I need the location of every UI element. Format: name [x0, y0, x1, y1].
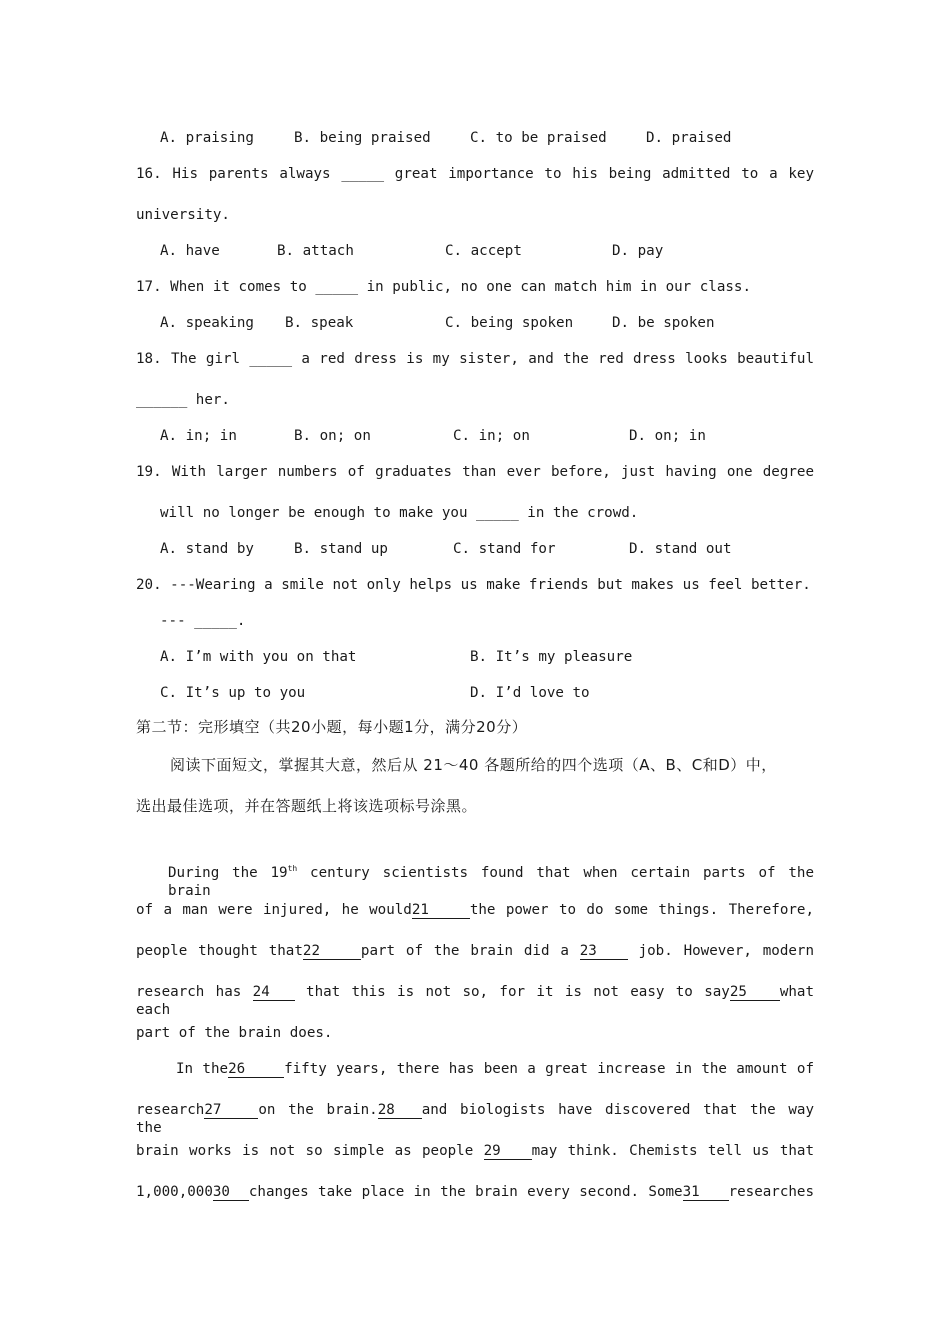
q20-option-b: B. It’s my pleasure	[470, 649, 633, 665]
passage-line	[176, 1060, 814, 1078]
blank-28: 28	[378, 1103, 422, 1119]
blank-30: 30	[213, 1185, 249, 1201]
q15-option-d: D. praised	[646, 130, 732, 146]
q16-option-b: B. attach	[277, 243, 354, 259]
passage-text: fifty years, there has been a great increase in the amount of	[284, 1061, 814, 1077]
blank-27: 27	[204, 1103, 258, 1119]
passage-line	[136, 1142, 814, 1160]
q18-option-d: D. on; in	[629, 428, 706, 444]
q15-option-c: C. to be praised	[470, 130, 607, 146]
passage-text: research has	[136, 984, 253, 1000]
passage-text: brain works is not so simple as people	[136, 1143, 484, 1159]
q19-stem: 19. With larger numbers of graduates than ever before, just having one degree	[136, 464, 814, 480]
passage-line	[136, 901, 814, 919]
q17-option-a: A. speaking	[160, 315, 254, 331]
passage-line: part of the brain does.	[136, 1025, 333, 1041]
passage-text: researches	[728, 1184, 814, 1200]
q16-option-c: C. accept	[445, 243, 522, 259]
section2-heading: 第二节：完形填空（共20小题，每小题1分，满分20分）	[136, 718, 528, 736]
q20-stem-cont: --- _____.	[160, 613, 246, 629]
q20-option-a: A. I’m with you on that	[160, 649, 357, 665]
q19-option-d: D. stand out	[629, 541, 732, 557]
passage-text: the power to do some things. Therefore,	[469, 902, 815, 918]
section2-instructions: 阅读下面短文，掌握其大意，然后从 21～40 各题所给的四个选项（A、B、C和D）中，	[170, 756, 777, 774]
q15-option-a: A. praising	[160, 130, 254, 146]
q17-option-b: B. speak	[285, 315, 354, 331]
passage-text: may think. Chemists tell us that	[531, 1143, 814, 1159]
blank-21: 21	[412, 903, 470, 919]
passage-text: During the 19	[168, 865, 288, 881]
q18-option-b: B. on; on	[294, 428, 371, 444]
blank-24: 24	[253, 985, 295, 1001]
passage-line	[136, 1101, 814, 1137]
q18-stem-cont: ______ her.	[136, 392, 230, 408]
q16-option-a: A. have	[160, 243, 220, 259]
q16-option-d: D. pay	[612, 243, 664, 259]
blank-23: 23	[580, 944, 628, 960]
q20-stem: 20. ---Wearing a smile not only helps us make friends but makes us feel better.	[136, 577, 811, 593]
passage-text: job. However, modern	[627, 943, 815, 959]
passage-text: In the	[176, 1061, 229, 1077]
passage-text: that this is not so, for it is not easy to say	[294, 984, 730, 1000]
passage-text: of a man were injured, he would	[136, 902, 412, 918]
blank-22: 22	[303, 944, 361, 960]
passage-text: changes take place in the brain every second. Some	[248, 1184, 683, 1200]
q19-option-c: C. stand for	[453, 541, 556, 557]
q17-stem: 17. When it comes to _____ in public, no one can match him in our class.	[136, 279, 751, 295]
passage-line	[168, 860, 814, 900]
blank-29: 29	[484, 1144, 532, 1160]
passage-line	[136, 942, 814, 960]
q19-stem-cont: will no longer be enough to make you _____ in the crowd.	[160, 505, 639, 521]
q15-option-b: B. being praised	[294, 130, 431, 146]
passage-line	[136, 983, 814, 1019]
blank-26: 26	[228, 1062, 284, 1078]
passage-text: people thought that	[136, 943, 303, 959]
blank-31: 31	[683, 1185, 729, 1201]
passage-text: part of the brain did a	[360, 943, 580, 959]
q20-option-d: D. I’d love to	[470, 685, 590, 701]
q18-option-a: A. in; in	[160, 428, 237, 444]
q18-option-c: C. in; on	[453, 428, 530, 444]
q17-option-d: D. be spoken	[612, 315, 715, 331]
passage-line	[136, 1183, 814, 1201]
passage-text: what each	[136, 984, 814, 1018]
section2-instructions-cont: 选出最佳选项，并在答题纸上将该选项标号涂黑。	[136, 797, 478, 815]
q19-option-b: B. stand up	[294, 541, 388, 557]
passage-text: and biologists have discovered that the way the	[136, 1102, 814, 1136]
passage-text: on the brain.	[258, 1102, 378, 1118]
passage-text: century scientists found that when certain parts of the brain	[168, 865, 814, 899]
q18-stem: 18. The girl _____ a red dress is my sister, and the red dress looks beautiful	[136, 351, 814, 367]
q16-stem: 16. His parents always _____ great importance to his being admitted to a key	[136, 166, 814, 182]
q16-stem-cont: university.	[136, 207, 230, 223]
passage-text: research	[136, 1102, 205, 1118]
blank-25: 25	[730, 985, 780, 1001]
q19-option-a: A. stand by	[160, 541, 254, 557]
superscript-th: th	[287, 864, 298, 873]
q20-option-c: C. It’s up to you	[160, 685, 306, 701]
q17-option-c: C. being spoken	[445, 315, 574, 331]
passage-text: 1,000,000	[136, 1184, 213, 1200]
